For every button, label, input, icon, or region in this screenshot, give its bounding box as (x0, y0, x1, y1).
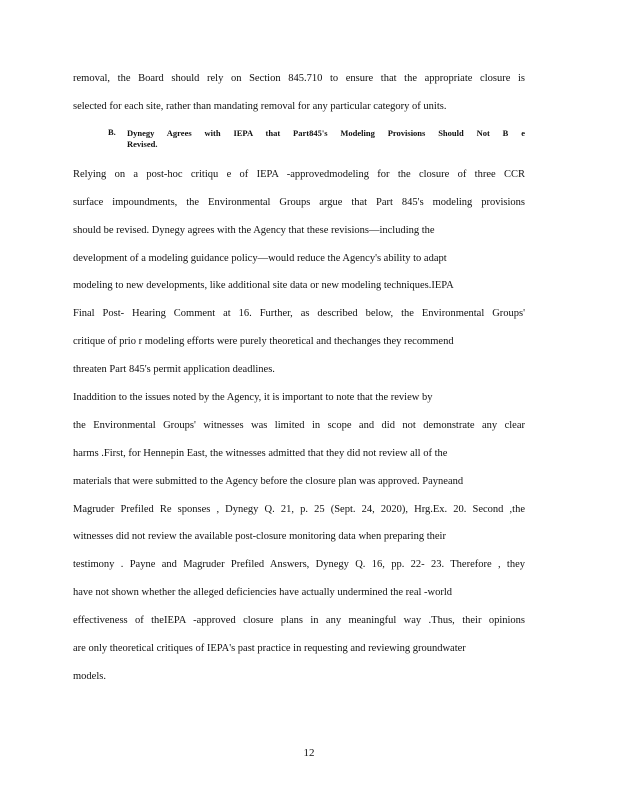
text-line: modeling to new developments, like additional site data or new modeling techniques.IEPA (73, 280, 454, 291)
text-line: surface impoundments, the Environmental Groups argue that Part 845's modeling provisions (73, 197, 525, 208)
text-line: harms .First, for Hennepin East, the witnesses admitted that they did not review all of the (73, 448, 448, 459)
text-line: should be revised. Dynegy agrees with the Agency that these revisions—including the (73, 225, 435, 236)
text-line: threaten Part 845's permit application deadlines. (73, 364, 275, 375)
text-line: removal, the Board should rely on Section 845.710 to ensure that the appropriate closure is (73, 73, 525, 84)
text-line: Final Post- Hearing Comment at 16. Further, as described below, the Environmental Groups' (73, 308, 525, 319)
text-line: selected for each site, rather than mandating removal for any particular category of units. (73, 101, 447, 112)
text-line: the Environmental Groups' witnesses was limited in scope and did not demonstrate any clear (73, 420, 525, 431)
text-line: Relying on a post-hoc critiqu e of IEPA -approvedmodeling for the closure of three CCR (73, 169, 525, 180)
text-line: critique of prio r modeling efforts were purely theoretical and thechanges they recommend (73, 336, 454, 347)
text-line: Inaddition to the issues noted by the Agency, it is important to note that the review by (73, 392, 433, 403)
text-line: witnesses did not review the available post-closure monitoring data when preparing their (73, 531, 446, 542)
section-letter: B. (108, 127, 116, 137)
page-number: 12 (303, 747, 315, 759)
text-line: models. (73, 671, 106, 682)
text-line: Magruder Prefiled Re sponses , Dynegy Q. 21, p. 25 (Sept. 24, 2020), Hrg.Ex. 20. Second ,the (73, 504, 525, 515)
text-line: have not shown whether the alleged deficiencies have actually undermined the real -world (73, 587, 453, 598)
section-heading-continuation: Revised. (127, 139, 158, 149)
text-line: are only theoretical critiques of IEPA's past practice in requesting and reviewing groundwater (73, 643, 466, 654)
section-heading: Dynegy Agrees with IEPA that Part845's Modeling Provisions Should Not B e (127, 128, 525, 138)
text-line: effectiveness of theIEPA -approved closure plans in any meaningful way .Thus, their opinions (73, 615, 525, 626)
text-line: testimony . Payne and Magruder Prefiled Answers, Dynegy Q. 16, pp. 22- 23. Therefore , they (73, 559, 525, 570)
text-line: development of a modeling guidance policy—would reduce the Agency's ability to adapt (73, 253, 447, 264)
text-line: materials that were submitted to the Agency before the closure plan was approved. Payneand (73, 476, 464, 487)
